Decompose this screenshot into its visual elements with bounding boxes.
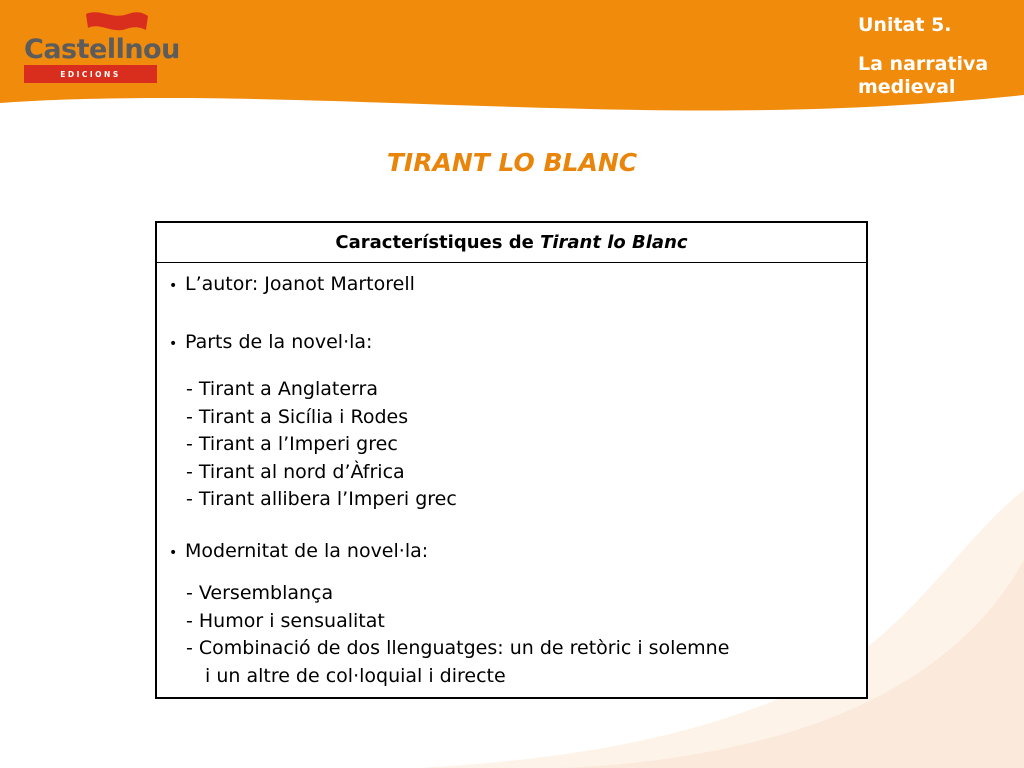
bullet-icon: •	[169, 278, 178, 294]
unit-number: Unitat 5.	[858, 14, 952, 36]
page-title: TIRANT LO BLANC	[386, 148, 638, 177]
unit-topic: La narrativa medieval	[858, 53, 989, 98]
modernity-point: - Combinació de dos llenguatges: un de retòric i solemne	[186, 637, 730, 659]
table-body	[157, 263, 866, 690]
part-item: - Tirant al nord d’Àfrica	[186, 460, 405, 483]
part-item: - Tirant a Anglaterra	[186, 378, 378, 400]
modernity-item	[169, 538, 866, 568]
part-item: - Tirant a Sicília i Rodes	[186, 405, 409, 428]
parts-label: Parts de la novel·la:	[185, 330, 373, 353]
table-header-prefix: Característiques de	[335, 232, 541, 253]
bullet-icon: •	[169, 544, 178, 561]
table-header	[157, 223, 866, 263]
logo-band	[24, 65, 157, 83]
part-item: - Tirant allibera l’Imperi grec	[186, 488, 457, 510]
bullet-icon: •	[169, 335, 178, 352]
modernity-point: - Versemblança	[186, 582, 334, 604]
author-label: L’autor: Joanot Martorell	[185, 273, 415, 295]
author-item	[169, 271, 866, 301]
logo-subtitle: EDICIONS	[60, 69, 121, 79]
part-item: - Tirant a l’Imperi grec	[186, 433, 398, 455]
castellnou-logo	[20, 8, 180, 80]
modernity-point: - Humor i sensualitat	[186, 609, 385, 632]
characteristics-table	[155, 221, 868, 699]
parts-item	[169, 329, 866, 359]
modernity-point-continuation: i un altre de col·loquial i directe	[205, 664, 506, 687]
logo-wordmark: Castellnou	[24, 34, 180, 65]
table-header-book-title: Tirant lo Blanc	[540, 232, 688, 253]
logo-flag-icon	[82, 8, 152, 34]
unit-info	[858, 14, 1018, 99]
modernity-label: Modernitat de la novel·la:	[185, 539, 429, 562]
